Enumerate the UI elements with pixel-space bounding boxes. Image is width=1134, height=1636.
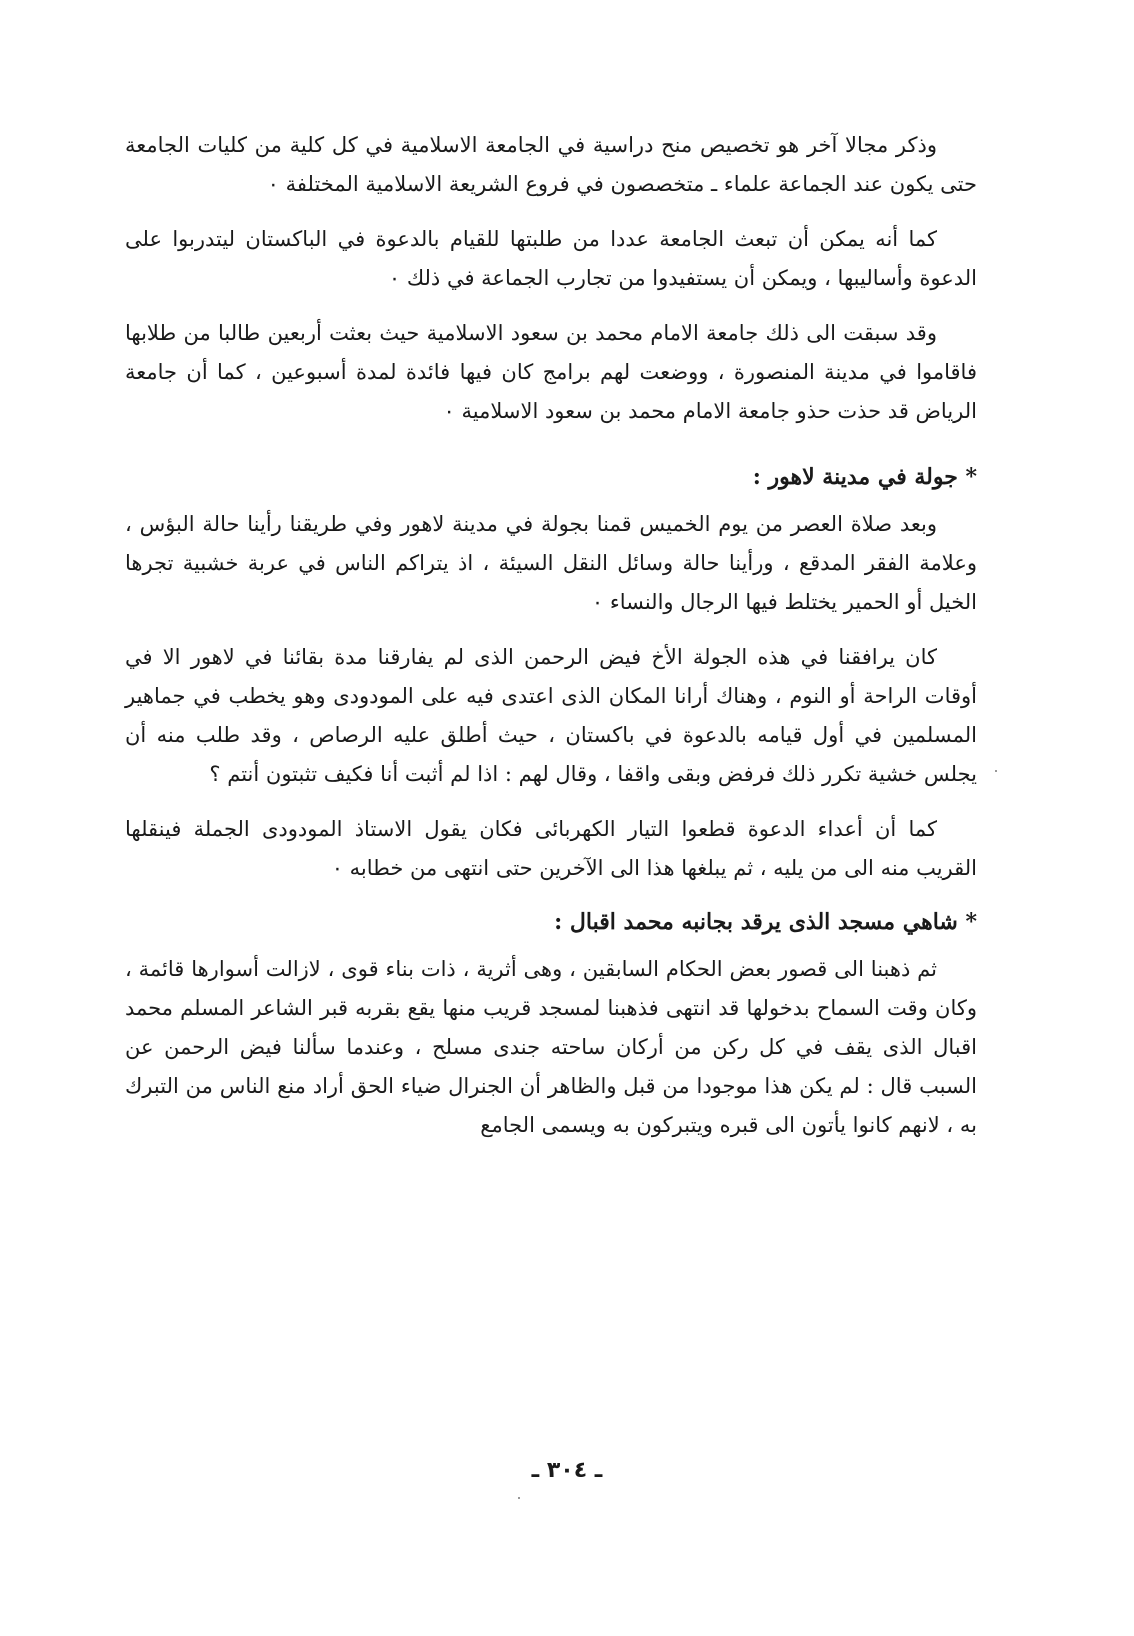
- paragraph-electricity: كما أن أعداء الدعوة قطعوا التيار الكهربائى فكان يقول الاستاذ المودودى الجملة فينقلها القريب منه الى من يليه ، ثم يبلغها هذا الى الآخرين حتى انتهى من خطابه ٠: [125, 817, 977, 880]
- page-number: ـ ٣٠٤ ـ: [531, 1458, 603, 1483]
- paragraph-palaces: ثم ذهبنا الى قصور بعض الحكام السابقين ، وهى أثرية ، ذات بناء قوى ، لازالت أسوارها قائمة ، وكان وقت السماح بدخولها قد انتهى فذهبنا لمسجد قريب منها يقع بقربه قبر الشاعر المسلم محمد اقبال الذى يقف في كل ركن من أركان ساحته جندى مسلح ، وعندما سألنا فيض الرحمن عن السبب قال : لم يكن هذا موجودا من قبل والظاهر أن الجنرال ضياء الحق أراد منع الناس من التبرك به ، لانهم كانوا يأتون الى قبره ويتبركون به ويسمى الجامع: [125, 957, 977, 1137]
- section-heading-shahi-mosque: * شاهي مسجد الذى يرقد بجانبه محمد اقبال :: [554, 909, 977, 935]
- scan-speck: [995, 770, 997, 772]
- paragraph-faiz-rahman: كان يرافقنا في هذه الجولة الأخ فيض الرحمن الذى لم يفارقنا مدة بقائنا في لاهور الا في أوقات الراحة أو النوم ، وهناك أرانا المكان الذى اعتدى فيه على المودودى وهو يخطب في جماهير المسلمين في أول قيامه بالدعوة في باكستان ، حيث أطلق عليه الرصاص ، وقد طلب منه أن يجلس خشية تكرر ذلك فرفض وبقى واقفا ، وقال لهم : اذا لم أثبت أنا فكيف تثبتون أنتم ؟: [125, 645, 977, 786]
- paragraph-imam-university: وقد سبقت الى ذلك جامعة الامام محمد بن سعود الاسلامية حيث بعثت أربعين طالبا من طلابها فاقاموا في مدينة المنصورة ، ووضعت لهم برامج كان فيها فائدة لمدة أسبوعين ، كما أن جامعة الرياض قد حذت حذو جامعة الامام محمد بن سعود الاسلامية ٠: [125, 321, 977, 423]
- page-body: [125, 126, 977, 1161]
- paragraph-lahore-tour: وبعد صلاة العصر من يوم الخميس قمنا بجولة في مدينة لاهور وفي طريقنا رأينا حالة البؤس ، وعلامة الفقر المدقع ، ورأينا حالة وسائل النقل السيئة ، اذ يتراكم الناس في عربة خشبية تجرها الخيل أو الحمير يختلط فيها الرجال والنساء ٠: [125, 512, 977, 614]
- paragraph-scholarships: وذكر مجالا آخر هو تخصيص منح دراسية في الجامعة الاسلامية في كل كلية من كليات الجامعة حتى يكون عند الجماعة علماء ـ متخصصون في فروع الشريعة الاسلامية المختلفة ٠: [125, 133, 977, 196]
- section-heading-lahore-tour: * جولة في مدينة لاهور :: [752, 464, 977, 490]
- paragraph-students-training: كما أنه يمكن أن تبعث الجامعة عددا من طلبتها للقيام بالدعوة في الباكستان ليتدربوا على الدعوة وأساليبها ، ويمكن أن يستفيدوا من تجارب الجماعة في ذلك ٠: [125, 227, 977, 290]
- scan-speck: [518, 1497, 520, 1499]
